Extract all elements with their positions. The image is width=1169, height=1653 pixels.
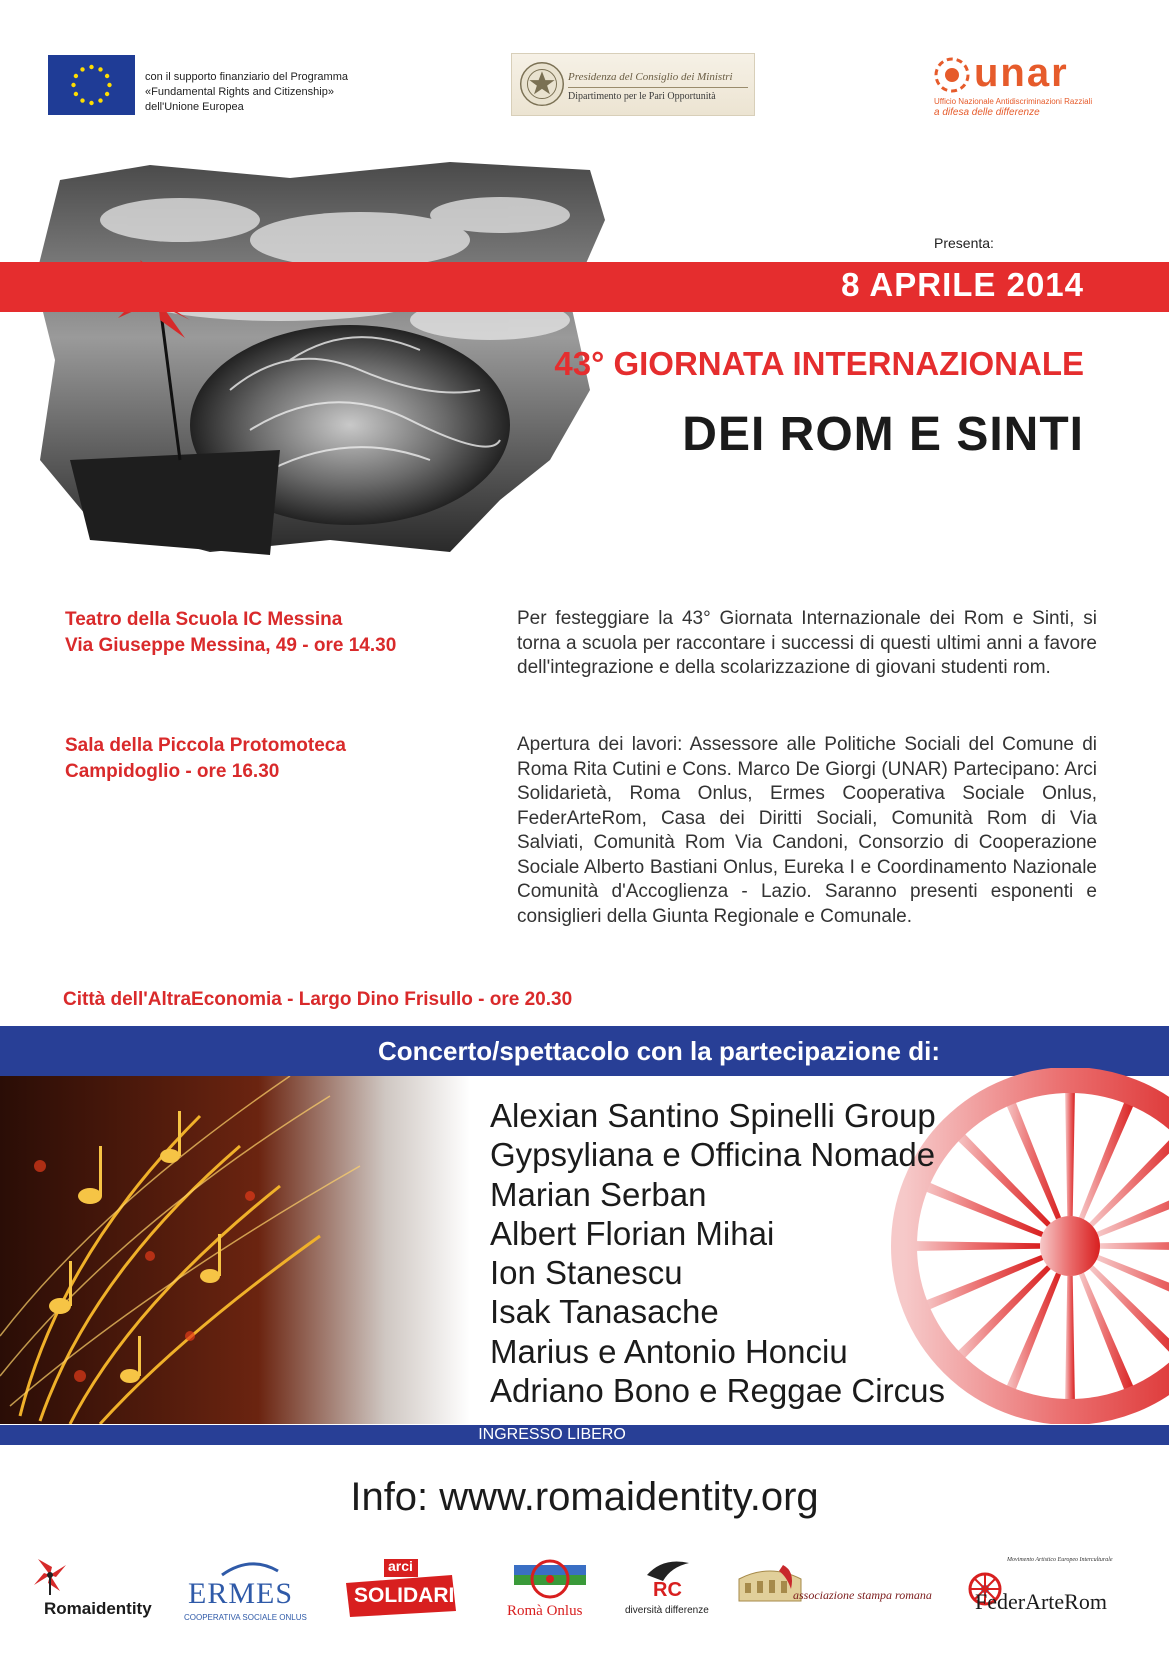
free-entry-label: INGRESSO LIBERO <box>478 1426 626 1443</box>
arci-solidarieta-logo <box>340 1555 497 1625</box>
chakra-spoke <box>1065 1088 1075 1216</box>
description-1: Per festeggiare la 43° Giornata Internazionale dei Rom e Sinti, si torna a scuola per raccontare i successi di questi ultimi anni a favore dell'integrazione e della scolarizzazione di giovani studenti rom. <box>517 608 1097 678</box>
chakra-spoke <box>1065 1276 1075 1404</box>
arci-top-label: arci <box>388 1558 413 1574</box>
hero-photo-icon <box>30 160 630 555</box>
event-title-line1: 43° GIORNATA INTERNAZIONALE <box>554 345 1084 382</box>
presenta-label: Presenta: <box>934 235 994 251</box>
roma-onlus-logo <box>495 1555 605 1625</box>
event-title-line2: DEI ROM E SINTI <box>682 408 1084 461</box>
concert-title: Concerto/spettacolo con la partecipazione di: <box>378 1036 940 1066</box>
eu-text-line: «Fundamental Rights and Citizenship» <box>145 86 334 98</box>
italian-emblem-icon <box>512 54 754 115</box>
gov-logo-line2: Dipartimento per le Pari Opportunità <box>568 91 716 102</box>
venue-line: Campidoglio - ore 16.30 <box>65 761 280 782</box>
performer-item: Albert Florian Mihai <box>490 1214 775 1252</box>
eu-stars-icon <box>48 55 135 115</box>
venue-line: Sala della Piccola Protomoteca <box>65 735 346 756</box>
gov-pari-opportunita-logo <box>511 53 755 116</box>
rc-logo <box>625 1555 725 1625</box>
federarterom-name: FederArteRom <box>975 1589 1107 1614</box>
eu-text-line: dell'Unione Europea <box>145 101 244 113</box>
gov-logo-line1: Presidenza del Consiglio dei Ministri <box>568 71 733 83</box>
ermes-swoosh-icon <box>220 1559 280 1579</box>
unar-globe-icon <box>930 55 974 95</box>
unar-subtitle: Ufficio Nazionale Antidiscriminazioni Razziali <box>934 97 1093 106</box>
eu-text-line: con il supporto finanziario del Programma <box>145 71 348 83</box>
chakra-spoke <box>1079 1273 1135 1394</box>
chakra-spoke <box>1005 1098 1061 1219</box>
chakra-spoke <box>1005 1273 1061 1394</box>
unar-wordmark: unar <box>974 51 1069 95</box>
romaidentity-name: Romaidentity <box>44 1599 152 1618</box>
rc-name: RC <box>653 1579 682 1601</box>
chakra-spoke <box>1100 1241 1169 1251</box>
ermes-logo <box>180 1555 310 1625</box>
performer-item: Marius e Antonio Honciu <box>490 1332 848 1370</box>
pinwheel-icon <box>30 1555 70 1595</box>
description-2: Apertura dei lavori: Assessore alle Politiche Sociali del Comune di Roma Rita Cutini e Cons. Marco De Giorgi (UNAR) Partecipano: Arci Solidarietà, Roma Onlus, Ermes Cooperativa Sociale Onlus, FederArteRom, Casa dei Diritti Sociali, Comunità Rom di Via Salviati, Comunità Rom Via Candoni, Consorzio di Cooperazione Sociale Alberto Bastiani Onlus, Eureka I e Coordinamento Nazionale Comunità d'Accoglienza - Lazio. Saranno presenti esponenti e consiglieri della Giunta Regionale e Comunale. <box>517 734 1097 927</box>
performer-item: Gypsyliana e Officina Nomade <box>490 1136 936 1174</box>
eu-flag-logo <box>48 55 135 115</box>
unar-logo <box>930 51 1100 120</box>
music-notes-artwork <box>0 1076 470 1424</box>
venue-2 <box>65 733 346 785</box>
performer-item: Alexian Santino Spinelli Group <box>490 1097 936 1134</box>
federarterom-tagline: Movimento Artistico Europeo Interculturale <box>1007 1557 1113 1563</box>
chakra-spoke <box>1079 1098 1135 1219</box>
partner-logos <box>30 1555 1140 1625</box>
roma-onlus-wheel-icon <box>510 1555 590 1601</box>
gov-logo-divider <box>568 87 748 88</box>
venue-line: Teatro della Scuola IC Messina <box>65 609 343 630</box>
performer-item: Marian Serban <box>490 1175 707 1213</box>
romaidentity-logo <box>30 1555 160 1625</box>
eu-funding-note <box>145 70 348 115</box>
stampa-romana-name: associazione stampa romana <box>793 1588 932 1602</box>
performer-item: Adriano Bono e Reggae Circus <box>490 1372 945 1410</box>
music-notes-icon <box>0 1076 470 1424</box>
venue-3 <box>63 987 572 1013</box>
unar-slogan: a difesa delle differenze <box>934 107 1040 118</box>
venue-line: Città dell'AltraEconomia - Largo Dino Frisullo - ore 20.30 <box>63 989 573 1010</box>
event-date: 8 APRILE 2014 <box>841 266 1084 303</box>
performer-item: Ion Stanescu <box>490 1254 683 1292</box>
ermes-subtitle: COOPERATIVA SOCIALE ONLUS <box>184 1613 307 1622</box>
federarterom-logo <box>965 1555 1140 1625</box>
rc-subtitle: diversità differenze <box>625 1605 709 1616</box>
performer-list <box>490 1096 945 1410</box>
arci-name: SOLIDARIETÀ <box>354 1584 497 1607</box>
performer-item: Isak Tanasache <box>490 1293 719 1331</box>
chakra-spoke <box>955 1131 1051 1227</box>
stampa-romana-logo <box>735 1555 930 1625</box>
chakra-spoke <box>955 1265 1051 1361</box>
ermes-name: ERMES <box>188 1577 294 1610</box>
venue-line: Via Giuseppe Messina, 49 - ore 14.30 <box>65 635 397 656</box>
info-website: Info: www.romaidentity.org <box>350 1475 819 1519</box>
roma-onlus-name: Romà Onlus <box>507 1603 583 1619</box>
venue-1 <box>65 607 396 659</box>
hero-photo-child-with-flower <box>30 160 630 555</box>
